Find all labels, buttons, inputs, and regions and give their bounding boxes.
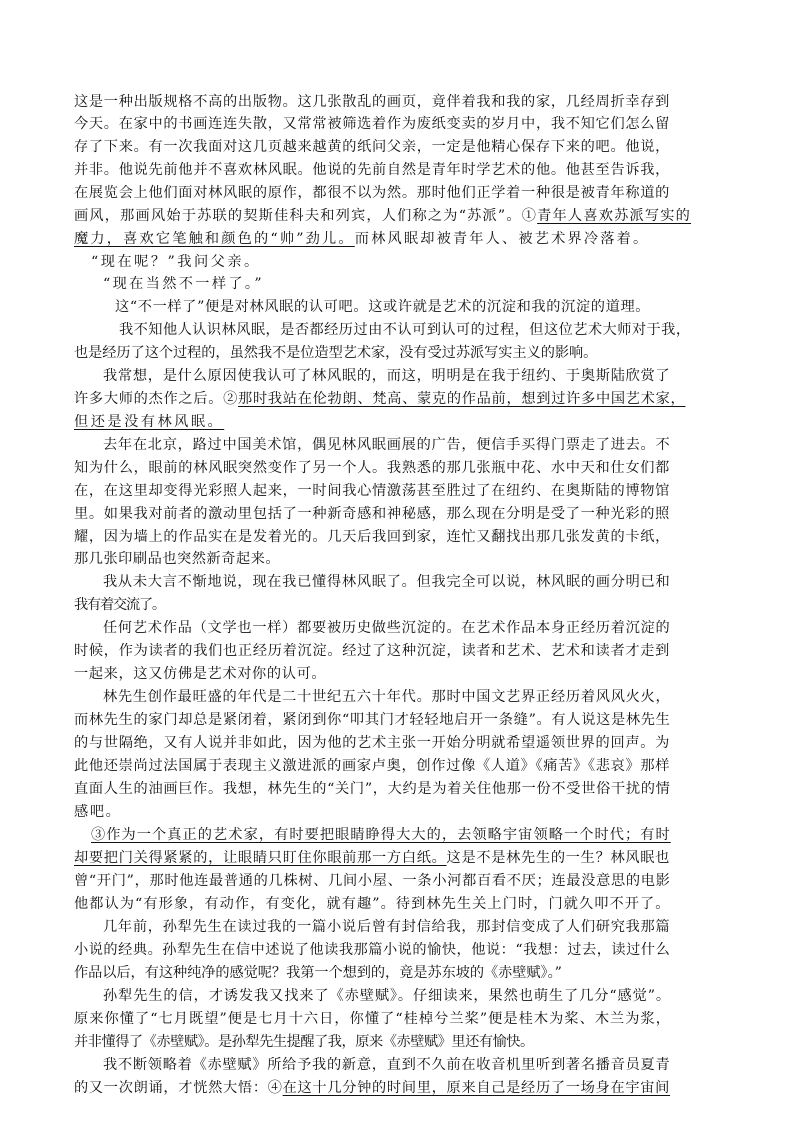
line-text: 去年在北京，路过中国美术馆，偶见林风眠画展的广告，便信手买得门票走了进去。不 [103,437,671,453]
text-line [74,457,670,479]
underlined-sentence: 在这十几分钟的时间里，原来自己是经历了一场身在宇宙间 [282,1080,671,1096]
line-text: 我不知他人认识林风眠，是否都经历过由不认可到认可的过程，但这位艺术大师对于我， [119,322,691,338]
underlined-sentence: 却要把门关得紧紧的，让眼睛只盯住你眼前那一方白纸。 [74,850,447,866]
text-line [74,388,685,410]
text-line [103,916,670,938]
text-line [74,847,670,869]
line-text: 任何艺术作品（文学也一样）都要被历史做些沉淀的。在艺术作品本身正经历着沉淀的 [103,620,671,636]
text-line [74,113,670,135]
line-text: 直面人生的油画巨作。我想，林先生的“关门”，大约是为着关住他那一份不受世俗干扰的情 [74,781,671,797]
text-line [74,182,670,204]
text-line [74,205,691,227]
text-line [74,1008,671,1030]
text-line [74,640,670,662]
text-line [74,548,280,570]
text-line [103,571,670,593]
text-line [74,1031,534,1053]
text-line [103,434,670,456]
line-text: 曾“开门”，那时他连最普通的几株树、几间小屋、一条小河都百看不厌；连最没意思的电影 [74,873,671,889]
text-line [119,319,690,341]
line-text: 的与世隔绝，又有人说并非如此，因为他的艺术主张一开始分明就希望遥领世界的回声。为 [74,735,671,751]
text-line [74,91,670,113]
text-line [74,663,326,685]
line-text: 几年前，孙犁先生在读过我的一篇小说后曾有封信给我，那封信变成了人们研究我那篇 [103,919,671,935]
text-line [103,686,670,708]
underlined-sentence: 但还是没有林风眠。 [74,414,225,430]
line-text: 林先生创作最旺盛的年代是二十世纪五六十年代。那时中国文艺界正经历着风风火火， [103,689,671,705]
line-text: 我有着交流了。 [74,597,165,613]
line-text: 而林先生的家门却总是紧闭着，紧闭到你“叩其门才轻轻地启开一条缝”。有人说这是林先生 [74,712,671,728]
line-text: 里。如果我对前者的激动里包括了一种新奇感和神秘感，那么现在分明是受了一种光彩的照 [74,506,671,522]
text-line [74,732,670,754]
line-text: 那几张印刷品也突然新奇起来。 [74,551,281,567]
text-line [74,480,670,502]
text-line [91,251,261,273]
line-text: 而林风眠却被青年人、被艺术界冷落着。 [354,231,650,247]
text-line [74,870,671,892]
text-line [74,893,671,915]
line-text: 时候，作为读者的我们也正经历着沉淀。经过了这种沉淀，读者和艺术、艺术和读者才走到 [74,643,671,659]
text-line [74,136,670,158]
line-text: 耀，因为墙上的作品实在是发着光的。几天后我回到家，连忙又翻找出那几张发黄的卡纸， [74,529,671,545]
line-text: 并非。他说先前他并不喜欢林风眠。他说的先前自然是青年时学艺术的他。他甚至告诉我， [74,162,671,178]
text-line [74,755,670,777]
line-text: 感吧。 [74,804,122,820]
underlined-sentence: 那时我站在伦勃朗、梵高、蒙克的作品前，想到过许多中国艺术家， [238,391,686,407]
line-text: 此他还崇尚过法国属于表现主义激进派的画家卢奥，创作过像《人道》《痛苦》《悲哀》那样 [74,758,671,774]
line-text: 的又一次朗诵，才恍然大悟：④ [74,1080,283,1096]
text-line [74,228,649,250]
line-text: 画风，那画风始于苏联的契斯佳科夫和列宾，人们称之为“苏派”。① [74,208,538,224]
line-text: 许多大师的杰作之后。② [74,391,239,407]
text-line [91,824,671,846]
text-line [103,1054,670,1076]
line-text: 孙犁先生的信，才诱发我又找来了《赤壁赋》。仔细读来，果然也萌生了几分“感觉”。 [103,988,671,1004]
line-text: 他都认为“有形象，有动作，有变化，就有趣”。待到林先生关上门时，门就久叩不开了。 [74,896,671,912]
text-line [115,296,650,318]
text-line [74,962,562,984]
underlined-sentence: 魔力，喜欢它笔触和颜色的“帅”劲儿。 [74,231,355,247]
line-text: 小说的经典。孙犁先生在信中述说了他读我那篇小说的愉快，他说：“我想：过去，读过什么 [74,942,671,958]
underlined-sentence: 青年人喜欢苏派写实的 [537,208,692,224]
line-text: 我不断领略着《赤壁赋》所给予我的新意，直到不久前在收音机里听到著名播音员夏青 [103,1057,671,1073]
line-text: 我常想，是什么原因使我认可了林风眠的，而这，明明是在我于纽约、于奥斯陆欣赏了 [103,368,671,384]
text-line [74,526,670,548]
text-line [74,342,597,364]
line-text: “现在当然不一样了。” [103,276,264,292]
text-line [103,985,671,1007]
line-text: 一起来，这又仿佛是艺术对你的认可。 [74,666,327,682]
text-line [103,365,670,387]
text-line [74,503,670,525]
line-text: 今天。在家中的书画连连失散，又常常被筛选着作为废纸变卖的岁月中，我不知它们怎么留 [74,116,671,132]
line-text: 这是一种出版规格不高的出版物。这几张散乱的画页，竟伴着我和我的家，几经周折幸存到 [74,94,671,110]
text-line [103,273,264,295]
line-text: 并非懂得了《赤壁赋》。是孙犁先生提醒了我，原来《赤壁赋》里还有愉快。 [74,1034,534,1050]
line-text: 这是不是林先生的一生？林风眠也 [446,850,671,866]
line-text: 原来你懂了“七月既望”便是七月十六日，你懂了“桂棹兮兰桨”便是桂木为桨、木兰为浆， [74,1011,672,1027]
text-line [74,1077,670,1099]
line-text: 也是经历了这个过程的，虽然我不是位造型艺术家，没有受过苏派写实主义的影响。 [74,345,598,361]
line-text: 知为什么，眼前的林风眠突然变作了另一个人。我熟悉的那几张瓶中花、水中天和仕女们都 [74,460,671,476]
text-line [74,411,224,433]
line-text: 我从未大言不惭地说，现在我已懂得林风眠了。但我完全可以说，林风眠的画分明已和 [103,574,671,590]
text-line [74,801,122,823]
text-line [74,159,670,181]
line-text: 存了下来。有一次我面对这几页越来越黄的纸问父亲，一定是他精心保存下来的吧。他说， [74,139,671,155]
text-line [74,709,671,731]
line-text: 这“不一样了”便是对林风眠的认可吧。这或许就是艺术的沉淀和我的沉淀的道理。 [115,299,651,315]
text-line [103,617,670,639]
line-text: 作品以后，有这种纯净的感觉呢？我第一个想到的，竟是苏东坡的《赤壁赋》。” [74,965,562,981]
text-line [74,778,671,800]
underlined-sentence: ③作为一个真正的艺术家，有时要把眼睛睁得大大的，去领略宇宙领略一个时代；有时 [91,827,671,843]
text-line [74,594,165,616]
line-text: 在展览会上他们面对林风眠的原作，都很不以为然。那时他们正学着一种很是被青年称道的 [74,185,671,201]
line-text: 在，在这里却变得光彩照人起来，一时间我心情激荡甚至胜过了在纽约、在奥斯陆的博物馆 [74,483,671,499]
line-text: “现在呢？”我问父亲。 [91,254,261,270]
text-line [74,939,670,961]
